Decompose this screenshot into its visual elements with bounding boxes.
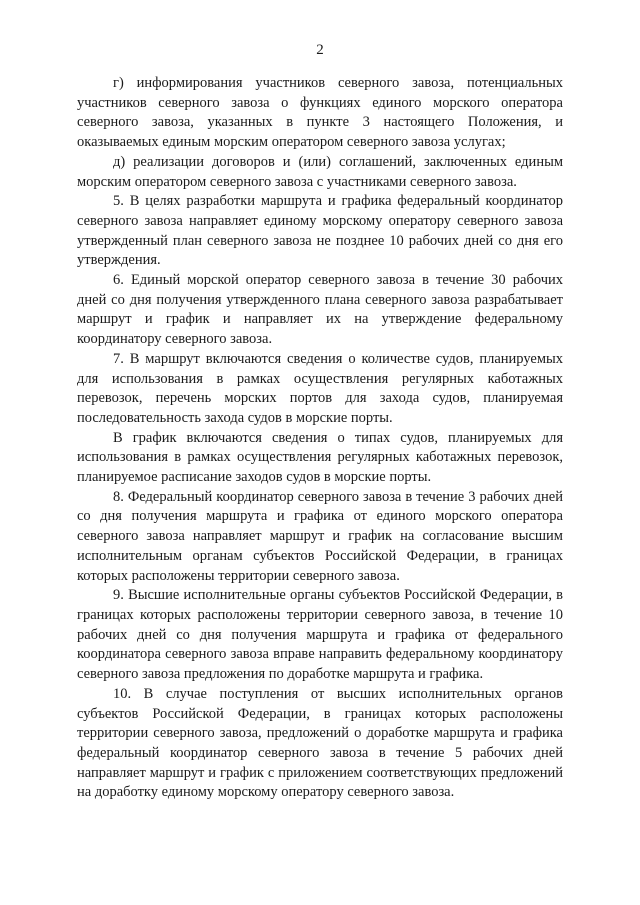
paragraph-7-schedule: В график включаются сведения о типах судов, планируемых для использования в рамках осуществления регулярных каботажных перевозок, планируемое расписание заходов судов в морские порты.: [77, 429, 563, 486]
document-body: [77, 74, 563, 803]
page-number: 2: [316, 42, 324, 58]
paragraph-9: 9. Высшие исполнительные органы субъектов Российской Федерации, в границах которых расположены территории северного завоза, в течение 10 рабочих дней со дня получения маршрута и графика от федерального координатора северного завоза вправе направить федеральному координатору северного завоза предложения по доработке маршрута и графика.: [77, 587, 563, 683]
paragraph-item-g: г) информирования участников северного завоза, потенциальных участников северного завоза о функциях единого морского оператора северного завоза, указанных в пункте 3 настоящего Положения, и оказываемых единым морским оператором северного завоза услугах;: [77, 75, 563, 151]
paragraph-5: 5. В целях разработки маршрута и графика федеральный координатор северного завоза направляет единому морскому оператору северного завоза утвержденный план северного завоза не позднее 10 рабочих дней со дня его утверждения.: [77, 193, 563, 269]
paragraph-item-d: д) реализации договоров и (или) соглашений, заключенных единым морским оператором северного завоза с участниками северного завоза.: [77, 153, 563, 190]
paragraph-6: 6. Единый морской оператор северного завоза в течение 30 рабочих дней со дня получения утвержденного плана северного завоза разрабатывает маршрут и график и направляет их на утверждение федеральному координатору северного завоза.: [77, 272, 563, 348]
paragraph-7: 7. В маршрут включаются сведения о количестве судов, планируемых для использования в рамках осуществления регулярных каботажных перевозок, перечень морских портов для захода судов, планируемая последовательность захода судов в морские порты.: [77, 350, 563, 426]
paragraph-8: 8. Федеральный координатор северного завоза в течение 3 рабочих дней со дня получения маршрута и графика от единого морского оператора северного завоза направляет маршрут и график на согласование высшим исполнительным органам субъектов Российской Федерации, в границах которых расположены территории северного завоза.: [77, 488, 563, 584]
paragraph-10: 10. В случае поступления от высших исполнительных органов субъектов Российской Федерации, в границах которых расположены территории северного завоза, предложений о доработке маршрута и графика федеральный координатор северного завоза в течение 5 рабочих дней направляет маршрут и график с приложением соответствующих предложений на доработку единому морскому оператору северного завоза.: [77, 685, 563, 801]
